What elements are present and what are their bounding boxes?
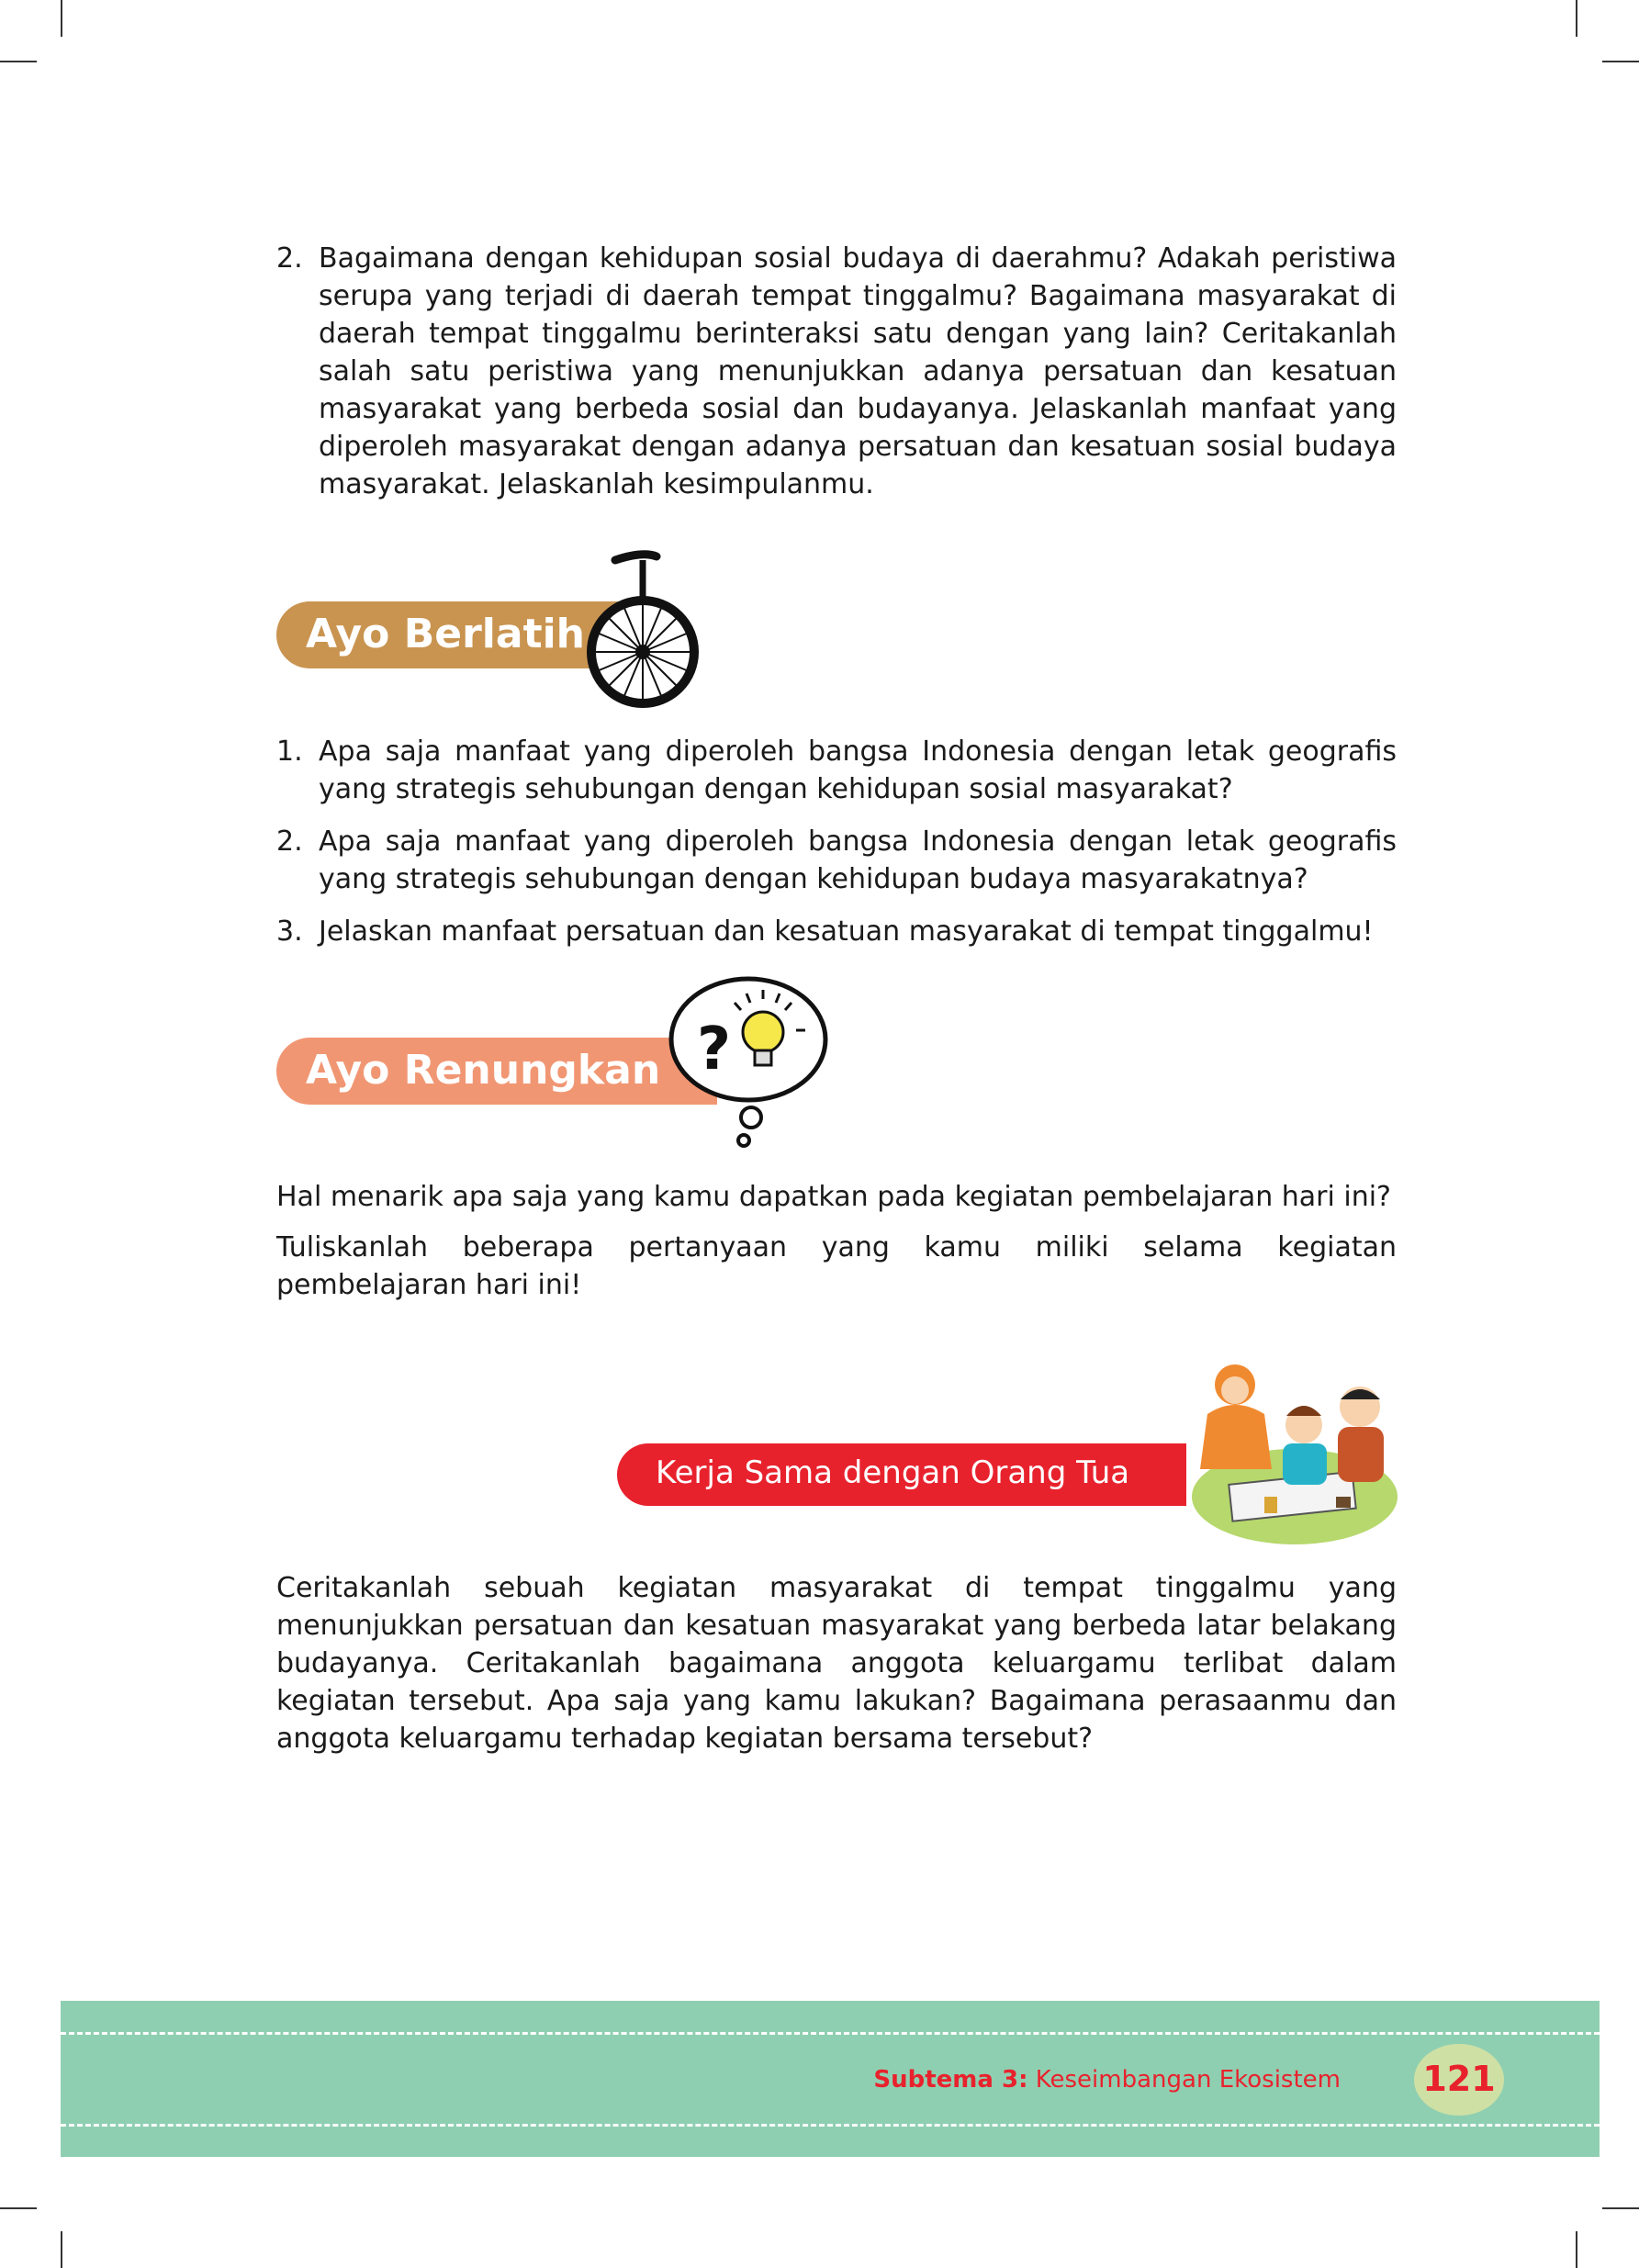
page-number-badge	[1414, 2044, 1504, 2116]
kerja-sama-paragraph: Ceritakanlah sebuah kegiatan masyarakat di tempat tinggalmu yang menunjukkan persatuan dan kesatuan masyarakat yang berbeda latar belakang budayanya. Ceritakanlah bagaimana anggota keluargamu terlibat dalam kegiatan tersebut. Apa saja yang kamu lakukan? Bagaimana perasaanmu dan anggota keluargamu terhadap kegiatan bersama tersebut?	[276, 1572, 1397, 1755]
crop-mark	[1576, 2231, 1577, 2268]
footer-dashed-line	[61, 2124, 1600, 2127]
svg-text:?: ?	[697, 1016, 732, 1083]
item-text: Apa saja manfaat yang diperoleh bangsa Indonesia dengan letak geografis yang strategis sehubungan dengan kehidupan sosial masyarakat?	[319, 735, 1397, 805]
kerja-sama-banner	[617, 1443, 1186, 1506]
crop-mark	[1576, 0, 1577, 37]
subtema-caption	[873, 2066, 1341, 2094]
family-illustration	[1180, 1359, 1400, 1547]
exercise-item	[276, 823, 1397, 900]
footer-dashed-line	[61, 2032, 1600, 2035]
subtema-label: Subtema 3:	[873, 2066, 1028, 2094]
page-number: 121	[1422, 2059, 1496, 2099]
item-number: 2.	[276, 825, 303, 858]
item-number: 3.	[276, 915, 303, 948]
item-number: 2.	[276, 242, 303, 275]
item-text: Jelaskan manfaat persatuan dan kesatuan masyarakat di tempat tinggalmu!	[319, 915, 1374, 948]
page-footer	[61, 2001, 1600, 2157]
crop-mark	[1602, 61, 1639, 62]
item-number: 1.	[276, 735, 303, 768]
banner-title: Ayo Renungkan	[306, 1047, 661, 1094]
ayo-renungkan-banner	[276, 1038, 717, 1105]
crop-mark	[61, 2231, 62, 2268]
unicycle-icon	[578, 549, 707, 710]
crop-mark	[0, 61, 37, 62]
question-item	[276, 240, 1397, 506]
exercise-item	[276, 733, 1397, 810]
reflection-paragraph: Tuliskanlah beberapa pertanyaan yang kamu miliki selama kegiatan pembelajaran hari ini!	[276, 1231, 1397, 1301]
reflection-text	[276, 1178, 1397, 1304]
subtema-title: Keseimbangan Ekosistem	[1035, 2066, 1341, 2094]
kerja-sama-text	[276, 1569, 1397, 1757]
item-text: Bagaimana dengan kehidupan sosial budaya di daerahmu? Adakah peristiwa serupa yang terjadi di daerah tempat tinggalmu? Bagaimana masyarakat di daerah tempat tinggalmu berinteraksi satu dengan yang lain? Ceritakanlah salah satu peristiwa yang menunjukkan adanya persatuan dan kesatuan masyarakat yang berbeda sosial dan budayanya. Jelaskanlah manfaat yang diperoleh masyarakat dengan adanya persatuan dan kesatuan sosial budaya masyarakat. Jelaskanlah kesimpulanmu.	[319, 242, 1397, 500]
thought-bubble-icon	[666, 973, 831, 1152]
crop-mark	[1602, 2207, 1639, 2209]
exercise-item	[276, 913, 1397, 951]
banner-title: Ayo Berlatih	[306, 611, 586, 657]
crop-mark	[0, 2207, 37, 2209]
banner-title: Kerja Sama dengan Orang Tua	[656, 1454, 1130, 1491]
item-text: Apa saja manfaat yang diperoleh bangsa Indonesia dengan letak geografis yang strategis sehubungan dengan kehidupan budaya masyarakatnya?	[319, 825, 1397, 895]
reflection-paragraph: Hal menarik apa saja yang kamu dapatkan pada kegiatan pembelajaran hari ini?	[276, 1181, 1391, 1213]
crop-mark	[61, 0, 62, 37]
